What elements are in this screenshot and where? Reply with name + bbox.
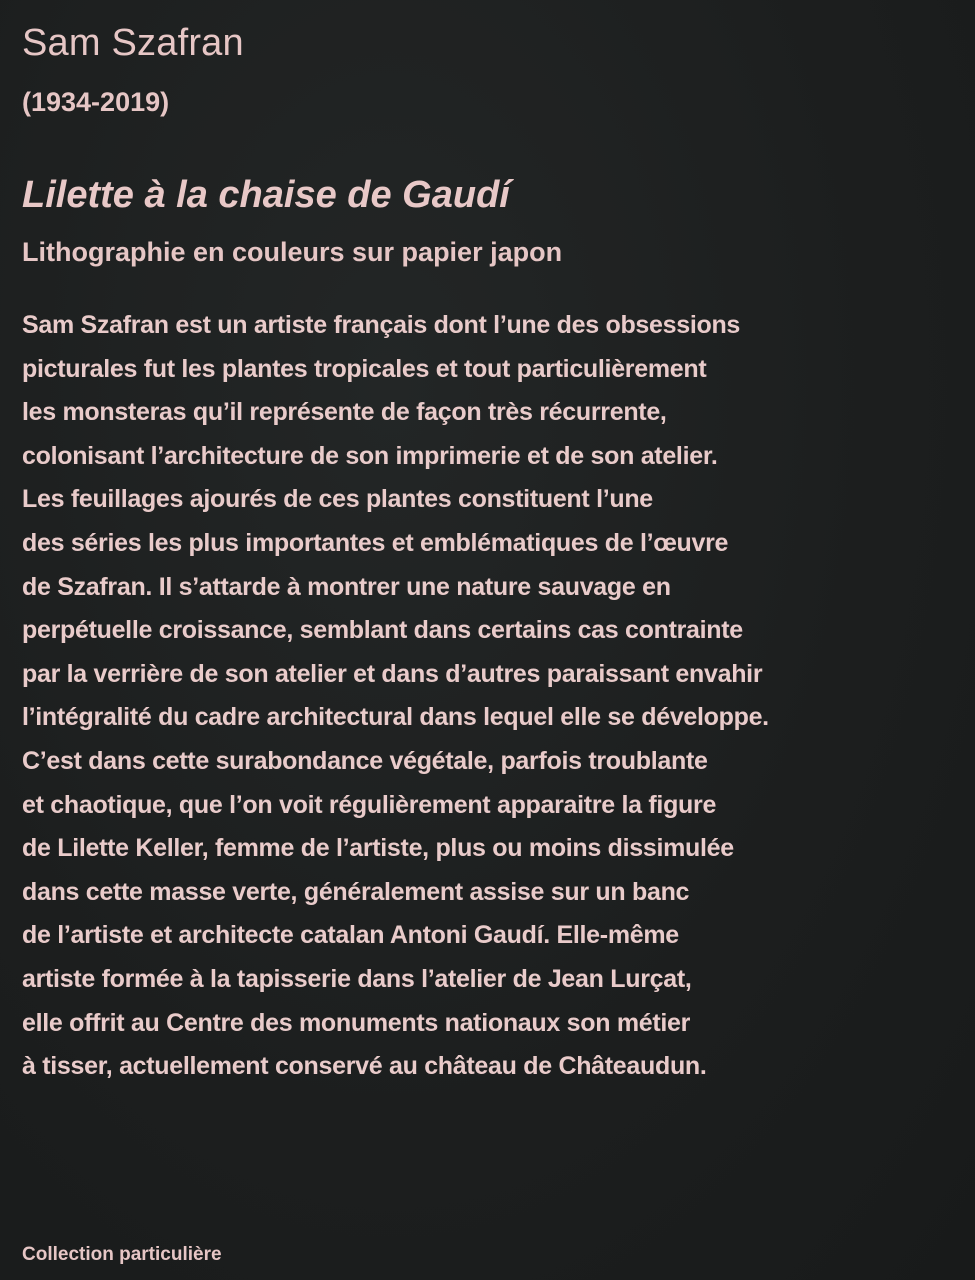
collection-credit: Collection particulière bbox=[22, 1244, 222, 1265]
description-line: colonisant l’architecture de son imprimerie et de son atelier. bbox=[22, 441, 718, 470]
description-line: perpétuelle croissance, semblant dans certains cas contrainte bbox=[22, 616, 743, 645]
description-line: dans cette masse verte, généralement assise sur un banc bbox=[22, 877, 690, 906]
description-line: et chaotique, que l’on voit régulièrement apparaitre la figure bbox=[22, 790, 717, 819]
description-line: à tisser, actuellement conservé au château de Châteaudun. bbox=[22, 1052, 707, 1081]
description-line: de Szafran. Il s’attarde à montrer une nature sauvage en bbox=[22, 572, 671, 601]
artist-dates: (1934-2019) bbox=[22, 87, 170, 117]
artwork-medium: Lithographie en couleurs sur papier japon bbox=[22, 237, 563, 267]
description-line: elle offrit au Centre des monuments nationaux son métier bbox=[22, 1008, 691, 1037]
description-line: Sam Szafran est un artiste français dont l’une des obsessions bbox=[22, 311, 741, 339]
description-line: des séries les plus importantes et emblématiques de l’œuvre bbox=[22, 528, 729, 557]
museum-label bbox=[22, 18, 967, 1089]
description-line: Les feuillages ajourés de ces plantes constituent l’une bbox=[22, 485, 653, 514]
description-line: les monsteras qu’il représente de façon très récurrente, bbox=[22, 398, 667, 427]
description-line: l’intégralité du cadre architectural dans lequel elle se développe. bbox=[22, 703, 769, 732]
description-line: artiste formée à la tapisserie dans l’atelier de Jean Lurçat, bbox=[22, 964, 692, 993]
artist-name: Sam Szafran bbox=[22, 22, 244, 64]
artwork-title: Lilette à la chaise de Gaudí bbox=[22, 174, 510, 216]
description-text bbox=[22, 304, 967, 1089]
description-line: de l’artiste et architecte catalan Antoni Gaudí. Elle-même bbox=[22, 921, 679, 950]
description-line: C’est dans cette surabondance végétale, parfois troublante bbox=[22, 746, 708, 775]
description-line: de Lilette Keller, femme de l’artiste, plus ou moins dissimulée bbox=[22, 834, 734, 863]
description-line: picturales fut les plantes tropicales et tout particulièrement bbox=[22, 354, 707, 383]
description-line: par la verrière de son atelier et dans d’autres paraissant envahir bbox=[22, 659, 763, 688]
